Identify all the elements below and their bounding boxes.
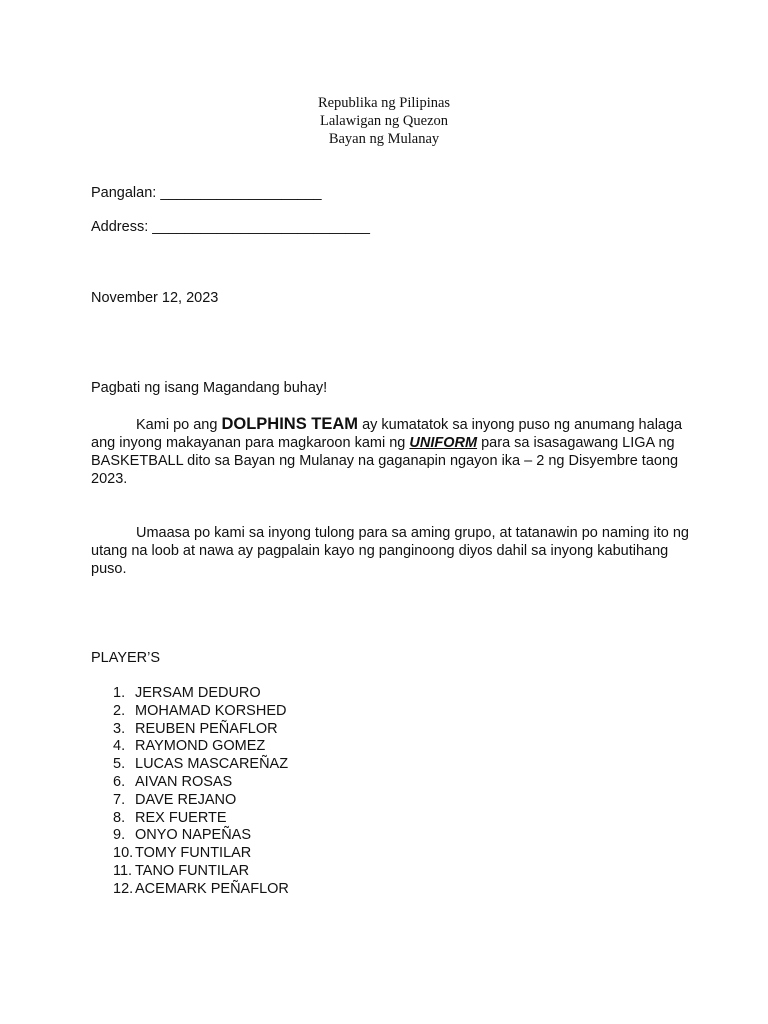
player-name: REX FUERTE <box>135 809 227 826</box>
list-item <box>113 863 289 881</box>
header-province: Lalawigan ng Quezon <box>319 113 449 129</box>
players-list <box>113 685 289 899</box>
player-name: TOMY FUNTILAR <box>135 845 252 862</box>
player-number: 10. <box>113 845 134 862</box>
list-item <box>113 810 289 828</box>
player-name: DAVE REJANO <box>135 791 237 808</box>
player-name: JERSAM DEDURO <box>135 685 261 701</box>
paragraph-request-middle: ay kumatatok sa inyong puso ng anumang halaga ang inyong makayanan para magkaroon kami ng <box>91 417 683 451</box>
player-name: ONYO NAPEÑAS <box>135 827 252 844</box>
player-name: TANO FUNTILAR <box>135 862 250 879</box>
player-number: 11. <box>113 862 133 879</box>
letter-header <box>0 94 768 148</box>
list-item <box>113 827 289 845</box>
player-name: ACEMARK PEÑAFLOR <box>135 880 289 897</box>
address-field: Address: ___________________________ <box>91 219 370 235</box>
player-number: 3. <box>113 720 126 737</box>
player-number: 6. <box>113 773 126 790</box>
player-number: 5. <box>113 756 126 773</box>
player-name: REUBEN PEÑAFLOR <box>135 720 278 737</box>
player-number: 7. <box>113 791 126 808</box>
letter-date: November 12, 2023 <box>91 290 219 306</box>
player-number: 1. <box>113 685 126 701</box>
paragraph-request-start: Kami po ang <box>136 417 222 433</box>
player-name: RAYMOND GOMEZ <box>135 738 266 755</box>
greeting: Pagbati ng isang Magandang buhay! <box>91 380 328 396</box>
list-item <box>113 881 289 899</box>
player-name: LUCAS MASCAREÑAZ <box>135 756 289 773</box>
team-name: DOLPHINS TEAM <box>221 415 359 433</box>
list-item <box>113 721 289 739</box>
uniform-emphasis: UNIFORM <box>409 435 478 451</box>
paragraph-hope-text: Umaasa po kami sa inyong tulong para sa aming grupo, at tatanawin po naming ito ng utang na loob at nawa ay pagpalain kayo ng panginoong diyos dahil sa inyong kabutihang puso. <box>91 525 689 577</box>
paragraph-request <box>91 415 691 488</box>
player-number: 8. <box>113 809 126 826</box>
list-item <box>113 703 289 721</box>
list-item <box>113 774 289 792</box>
player-number: 9. <box>113 827 126 844</box>
header-municipality: Bayan ng Mulanay <box>328 131 440 147</box>
player-number: 4. <box>113 738 126 755</box>
list-item <box>113 738 289 756</box>
header-republic: Republika ng Pilipinas <box>317 95 451 111</box>
list-item <box>113 685 289 703</box>
paragraph-request-end: para sa isasagawang LIGA ng BASKETBALL dito sa Bayan ng Mulanay na gaganapin ngayon ika – 2 ng Disyembre taong 2023. <box>91 435 679 487</box>
players-heading: PLAYER’S <box>91 650 161 666</box>
name-field: Pangalan: ____________________ <box>91 185 322 201</box>
player-name: AIVAN ROSAS <box>135 773 233 790</box>
player-name: MOHAMAD KORSHED <box>135 702 287 719</box>
list-item <box>113 845 289 863</box>
list-item <box>113 756 289 774</box>
player-number: 2. <box>113 702 126 719</box>
list-item <box>113 792 289 810</box>
player-number: 12. <box>113 880 134 897</box>
paragraph-hope <box>91 524 691 578</box>
